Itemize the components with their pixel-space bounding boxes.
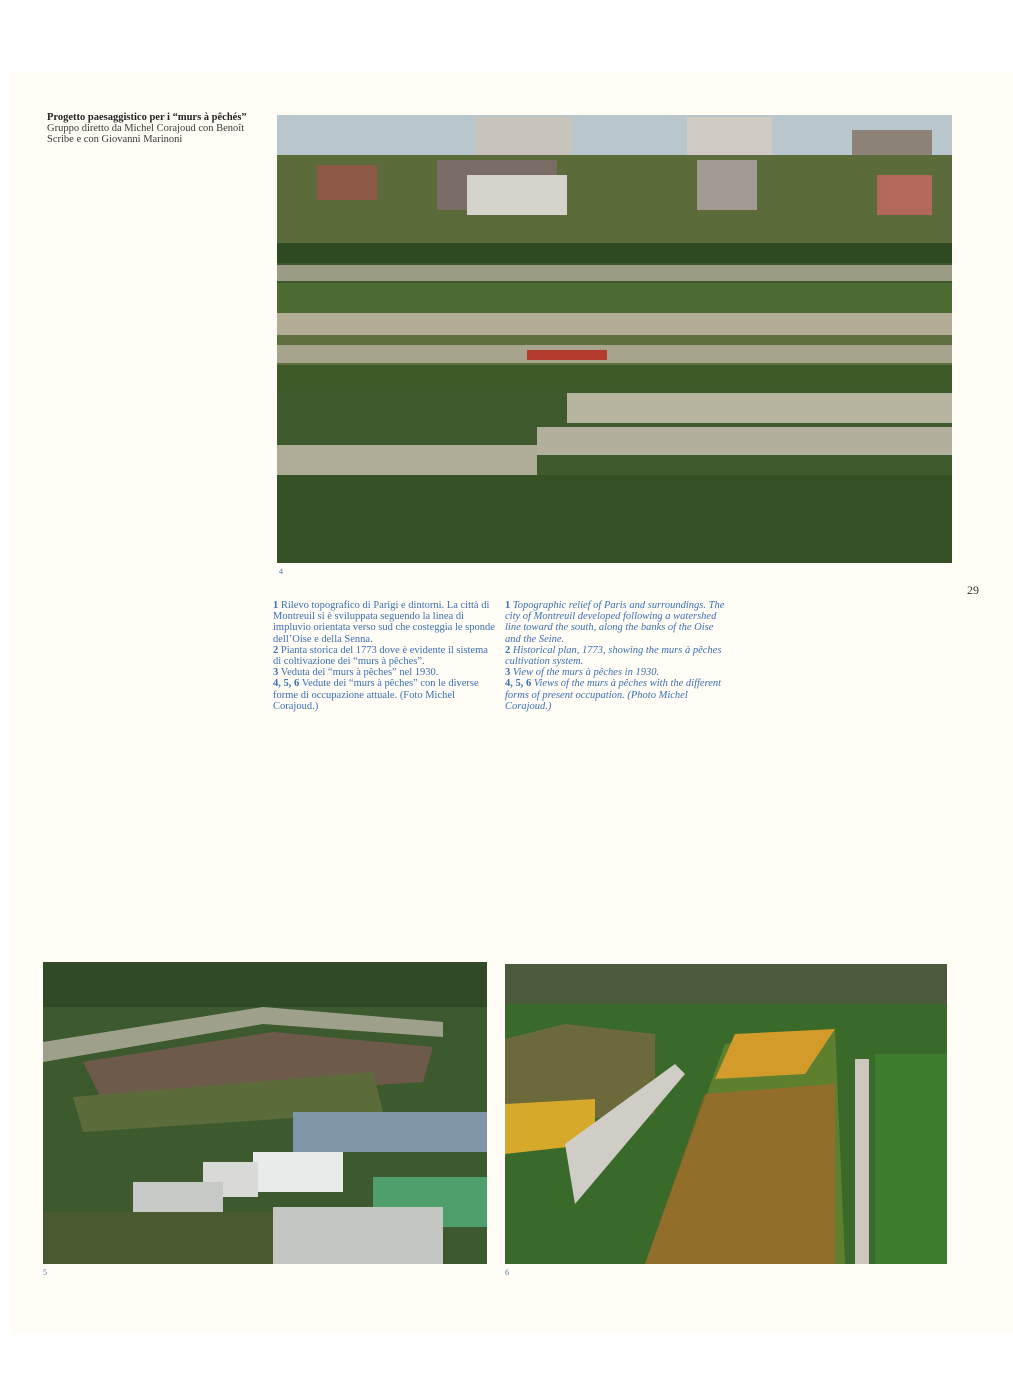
caption-number: 4, 5, 6 xyxy=(273,678,300,690)
caption-text: Historical plan, 1773, showing the murs à pêches cultivation system. xyxy=(505,644,722,668)
caption-text: Rilevo topografico di Parigi e dintorni. La città di Montreuil si è sviluppata seguendo la linea di impluvio orientata verso sud che costeggia le sponde dell’Oise e della Senna. xyxy=(273,600,495,645)
caption-item xyxy=(505,667,727,678)
caption-item xyxy=(273,667,495,678)
caption-text: Topographic relief of Paris and surroundings. The city of Montreuil developed following a watershed line toward the south, along the banks of the Oise and the Seine. xyxy=(505,600,725,645)
caption-number: 1 xyxy=(273,600,279,611)
caption-item xyxy=(273,600,495,645)
caption-english xyxy=(505,600,727,712)
caption-text: Veduta dei “murs à pêches” nel 1930. xyxy=(280,667,439,679)
caption-number: 4, 5, 6 xyxy=(505,678,532,690)
photo-6 xyxy=(505,964,947,1264)
caption-italian xyxy=(273,600,495,712)
article-credits: Gruppo diretto da Michel Corajoud con Benoît Scribe e con Giovanni Marinoni xyxy=(47,123,245,145)
caption-number: 1 xyxy=(505,600,511,611)
caption-number: 3 xyxy=(505,667,511,679)
photo-4 xyxy=(277,115,952,563)
caption-item xyxy=(505,600,727,645)
caption-text: Vedute dei “murs à pêches” con le diverse forme di occupazione attuale. (Foto Michel Corajoud.) xyxy=(273,678,479,712)
caption-text: Views of the murs à pêches with the different forms of present occupation. (Photo Michel Corajoud.) xyxy=(505,678,722,712)
figure-number-6: 6 xyxy=(505,1268,509,1277)
article-header xyxy=(47,112,252,145)
photo-5 xyxy=(43,962,487,1264)
caption-text: View of the murs à pêches in 1930. xyxy=(512,667,660,679)
caption-item xyxy=(273,645,495,667)
figure-number-4: 4 xyxy=(279,567,283,576)
caption-item xyxy=(505,645,727,667)
caption-text: Pianta storica del 1773 dove è evidente il sistema di coltivazione dei “murs à pêches”. xyxy=(273,644,488,668)
caption-number: 3 xyxy=(273,667,279,679)
caption-item xyxy=(505,678,727,712)
caption-number: 2 xyxy=(505,644,511,656)
page-number: 29 xyxy=(967,583,979,597)
caption-number: 2 xyxy=(273,644,279,656)
caption-item xyxy=(273,678,495,712)
figure-number-5: 5 xyxy=(43,1268,47,1277)
article-title: Progetto paesaggistico per i “murs à pêchés” xyxy=(47,112,247,123)
